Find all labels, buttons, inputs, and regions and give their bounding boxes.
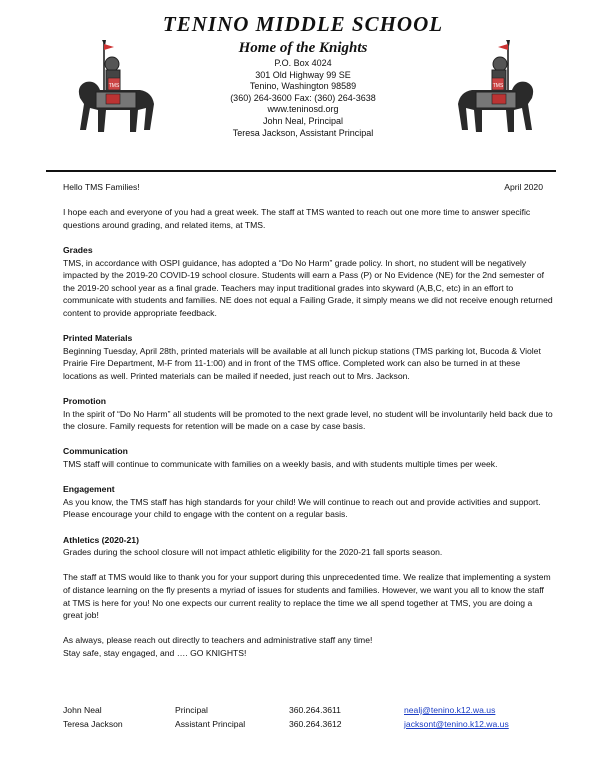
section-text-promotion: In the spirit of “Do No Harm” all students will be promoted to the next grade level, no student will be involuntarily held back due to the closure. Family requests for retention will be made on a case by case basis. xyxy=(63,408,553,432)
signature-row xyxy=(63,703,563,717)
letter-date: April 2020 xyxy=(504,182,543,192)
section-heading-communication: Communication xyxy=(63,446,128,457)
intro-paragraph: I hope each and everyone of you had a great week. The staff at TMS wanted to reach out one more time to answer specific questions around grading, and related items, at TMS. xyxy=(63,207,531,230)
header-divider xyxy=(46,170,556,172)
knight-logo-right xyxy=(452,38,542,138)
principal-line: John Neal, Principal xyxy=(262,115,344,126)
signer-name: John Neal xyxy=(63,705,102,715)
signer-email-link[interactable]: nealj@tenino.k12.wa.us xyxy=(404,705,496,715)
website-line: www.teninosd.org xyxy=(267,104,339,115)
section-text-communication: TMS staff will continue to communicate with families on a weekly basis, and with students multiple times per week. xyxy=(63,459,498,470)
section-heading-printed-materials: Printed Materials xyxy=(63,333,133,344)
signer-name: Teresa Jackson xyxy=(63,719,123,729)
shield-text: TMS xyxy=(108,83,120,89)
section-text-grades: TMS, in accordance with OSPI guidance, has adopted a “Do No Harm” grade policy. In short, no student will be negatively impacted by the 2019-20 COVID-19 school closure. Students will earn a Pass (P) or No Evidence (NE) for the 2nd semester of the 2019-20 school year as a final grade. Teachers may input traditional grades into skyward (A,B,C, etc) in an effort to communicate with students and families. NE does not equal a Failing Grade, it simply means we did not receive enough returned content to provide appropriate feedback. xyxy=(63,257,553,318)
signer-title: Assistant Principal xyxy=(175,719,246,729)
greeting: Hello TMS Families! xyxy=(63,182,140,192)
signer-email-link[interactable]: jacksont@tenino.k12.wa.us xyxy=(404,719,509,729)
letter-body xyxy=(63,181,553,660)
closing-line: Stay safe, stay engaged, and …. GO KNIGHTS! xyxy=(63,647,247,658)
thanks-paragraph: The staff at TMS would like to thank you for your support during this unprecedented time. We realize that implementing a system of distance learning on the fly presents a myriad of issues for students and families. However, we want you all to know the staff at TMS is here for you! No one expects our current reality to replace the time we all spend together at TMS, you are doing a great job! xyxy=(63,572,551,621)
section-heading-promotion: Promotion xyxy=(63,396,106,407)
address-line: (360) 264-3600 Fax: (360) 264-3638 xyxy=(230,92,376,103)
shield-text: TMS xyxy=(492,83,504,89)
knight-logo-left xyxy=(70,38,160,138)
greeting-row xyxy=(63,181,553,194)
signature-row xyxy=(63,717,563,731)
section-text-engagement: As you know, the TMS staff has high standards for your child! We will continue to reach out and provide activities and support. Please encourage your child to engage with the content on a regular basis. xyxy=(63,496,541,520)
assistant-principal-line: Teresa Jackson, Assistant Principal xyxy=(232,127,374,138)
closing-line: As always, please reach out directly to teachers and administrative staff any time! xyxy=(63,635,373,646)
section-text-printed-materials: Beginning Tuesday, April 28th, printed materials will be available at all lunch pickup stations (TMS parking lot, Bucoda & Violet Prairie Fire Department, M-F from 11-1:00) and in front of the TMS office. Completed work can also be turned in at these locations as well. Printed materials can be mailed if needed, just reach out to Mrs. Jackson. xyxy=(63,345,541,381)
section-text-athletics: Grades during the school closure will not impact athletic eligibility for the 2020-21 fall sports season. xyxy=(63,547,443,558)
address-line: 301 Old Highway 99 SE xyxy=(255,69,351,80)
address-line: Tenino, Washington 98589 xyxy=(249,81,357,92)
section-heading-athletics: Athletics (2020-21) xyxy=(63,534,139,545)
signer-phone: 360.264.3611 xyxy=(289,705,341,715)
address-line: P.O. Box 4024 xyxy=(274,58,332,68)
signer-title: Principal xyxy=(175,705,208,715)
section-heading-grades: Grades xyxy=(63,244,93,255)
section-heading-engagement: Engagement xyxy=(63,484,115,495)
school-motto: Home of the Knights xyxy=(238,40,368,56)
signature-block xyxy=(63,703,563,731)
school-name: TENINO MIDDLE SCHOOL xyxy=(162,12,444,36)
signer-phone: 360.264.3612 xyxy=(289,719,342,729)
